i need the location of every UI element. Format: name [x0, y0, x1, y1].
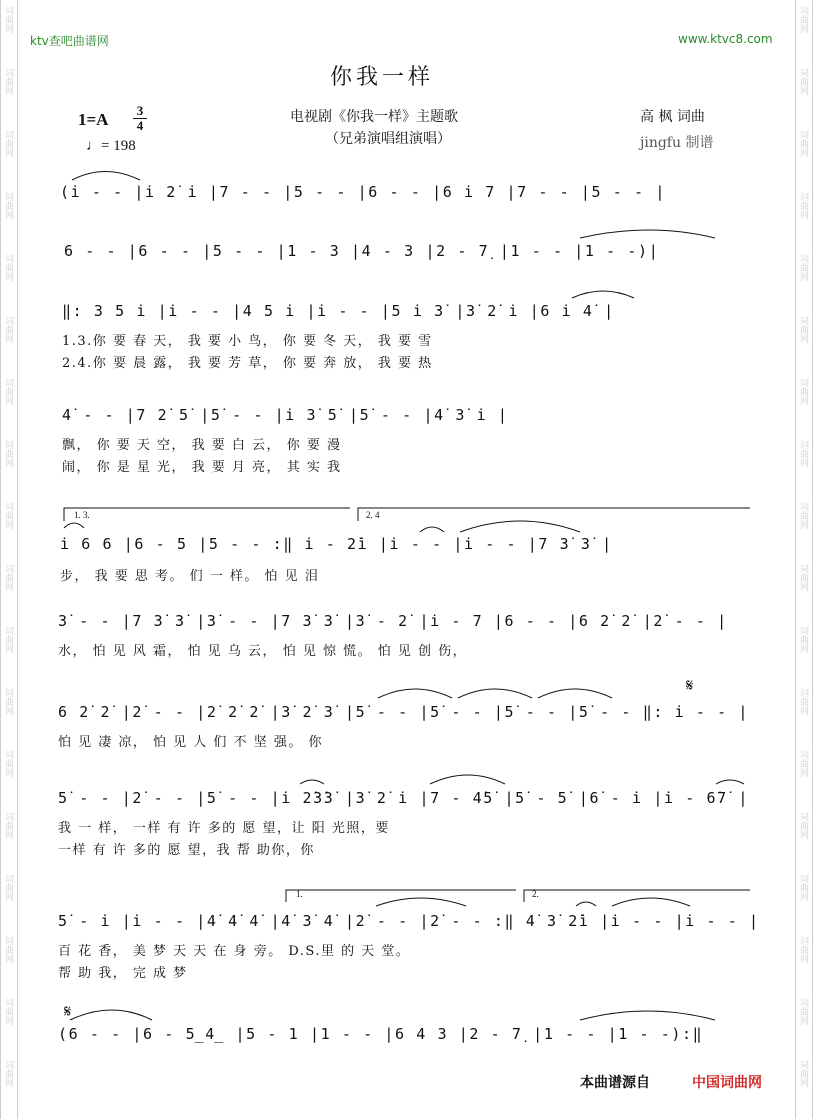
volta-bracket-1: 1. 3. [74, 510, 90, 520]
site-name-left: ktv查吧曲谱网 [30, 34, 109, 48]
score-system-4-lyrics-2: 闹， 你 是 星 光， 我 要 月 亮， 其 实 我 [62, 460, 342, 475]
watermark-text: 词曲网 [3, 502, 13, 529]
watermark-text: 词曲网 [798, 688, 808, 715]
time-sig-bottom: 4 [133, 118, 147, 133]
tie-system7-c [538, 689, 612, 698]
site-url-right: www.ktvc8.com [678, 32, 773, 46]
tie-system5 [460, 521, 580, 532]
watermark-text: 词曲网 [3, 68, 13, 95]
score-system-8-lyrics-2: 一样 有 许 多的 愿 望，我 帮 助你，你 [58, 843, 315, 858]
score-system-9-lyrics-1: 百 花 香， 美 梦 天 天 在 身 旁。 D.S.里 的 天 堂。 [58, 944, 411, 959]
tie-system2 [580, 230, 715, 238]
footer-source-label: 本曲谱源自 [580, 1075, 650, 1091]
score-system-5-notes: i̇ 6 6 |6 - 5 |5 - - :‖ i̇ - 2̇i̇ |i̇ - - |i̇ - - |7 3̇ 3̇ | [60, 535, 613, 553]
watermark-text: 词曲网 [3, 6, 13, 33]
tie-system7-b [458, 689, 532, 698]
score-system-4-lyrics-1: 飘， 你 要 天 空， 我 要 白 云， 你 要 漫 [62, 438, 342, 453]
watermark-text: 词曲网 [3, 1060, 13, 1087]
slur-system5-b [420, 527, 444, 532]
watermark-text: 词曲网 [798, 68, 808, 95]
watermark-text: 词曲网 [798, 130, 808, 157]
slur-system5-a [64, 523, 84, 528]
subtitle-performer: （兄弟演唱组演唱） [325, 131, 451, 147]
watermark-text: 词曲网 [3, 998, 13, 1025]
watermark-text: 词曲网 [798, 874, 808, 901]
watermark-text: 词曲网 [3, 316, 13, 343]
score-system-9-notes: 5̇ - i̇ |i̇ - - |4̇ 4̇ 4̇ |4̇ 3̇ 4̇ |2̇ - - |2̇ - - :‖ 4̇ 3̇ 2̇i̇ |i̇ - - |i̇ - - | [58, 912, 760, 930]
watermark-text: 词曲网 [3, 688, 13, 715]
score-system-10-notes: (6 - - |6 - 5̲4̲ |5 - 1 |1 - - |6 4 3 |2 - 7̣ |1 - - |1 - -):‖ [58, 1025, 704, 1043]
watermark-text: 词曲网 [798, 998, 808, 1025]
watermark-text: 词曲网 [3, 750, 13, 777]
watermark-text: 词曲网 [3, 440, 13, 467]
volta-line-2 [358, 508, 750, 521]
score-system-7-notes: 6 2̇ 2̇ |2̇ - - |2̇ 2̇ 2̇ |3̇ 2̇ 3̇ |5̇ - - |5̇ - - |5̇ - - |5̇ - - ‖: i̇ - - | [58, 703, 749, 721]
watermark-text: 词曲网 [798, 564, 808, 591]
slur-system9-b [576, 902, 596, 906]
watermark-text: 词曲网 [3, 254, 13, 281]
score-system-9-lyrics-2: 帮 助 我， 完 成 梦 [58, 966, 188, 981]
watermark-text: 词曲网 [798, 440, 808, 467]
volta-bracket-2b: 2. [532, 889, 539, 899]
slur-system8-b [430, 775, 505, 784]
slur-intro [72, 172, 140, 181]
watermark-text: 词曲网 [798, 502, 808, 529]
watermark-text: 词曲网 [3, 564, 13, 591]
volta-line-2b [524, 890, 750, 902]
tie-system7-a [378, 689, 452, 698]
tempo-marking: ♩= 198 [86, 138, 136, 154]
score-system-3-lyrics-2: 2.4.你 要 晨 露， 我 要 芳 草， 你 要 奔 放， 我 要 热 [62, 356, 433, 371]
segno-sign-1: 𝄋 [686, 676, 694, 696]
watermark-text: 词曲网 [798, 936, 808, 963]
subtitle-theme: 电视剧《你我一样》主题歌 [290, 109, 458, 125]
watermark-text: 词曲网 [798, 254, 808, 281]
credits-composer: 高 枫 词曲 [640, 109, 705, 125]
watermark-text: 词曲网 [3, 936, 13, 963]
score-system-3-notes: ‖: 3 5 i̇ |i̇ - - |4 5 i̇ |i̇ - - |5 i̇ 3̇ |3̇ 2̇ i̇ |6 i̇ 4̇ | [62, 302, 615, 320]
watermark-text: 词曲网 [798, 1060, 808, 1087]
score-system-7-lyrics-1: 怕 见 凄 凉， 怕 见 人 们 不 坚 强。 你 [58, 735, 323, 750]
slur-system8-c [716, 780, 744, 784]
tie-system10-b [580, 1011, 715, 1020]
watermark-text: 词曲网 [798, 192, 808, 219]
footer-source-site[interactable]: 中国词曲网 [692, 1075, 762, 1091]
key-signature: 1=A [78, 110, 109, 129]
score-system-4-notes: 4̇ - - |7 2̇ 5̇ |5̇ - - |i̇ 3̇ 5̇ |5̇ - - |4̇ 3̇ i̇ | [62, 406, 509, 424]
time-sig-top: 3 [136, 103, 144, 118]
credits-arranger: jingfu 制谱 [640, 135, 714, 151]
score-system-6-notes: 3̇ - - |7 3̇ 3̇ |3̇ - - |7 3̇ 3̇ |3̇ - 2̇ |i̇ - 7 |6 - - |6 2̇ 2̇ |2̇ - - | [58, 612, 728, 630]
tie-system9-c [612, 898, 690, 906]
watermark-text: 词曲网 [3, 130, 13, 157]
volta-line-1b [286, 890, 516, 902]
watermark-text: 词曲网 [3, 378, 13, 405]
slur-system3 [572, 291, 634, 298]
score-system-5-lyrics-1: 步， 我 要 思 考。 们 一 样。 怕 见 泪 [60, 569, 320, 584]
watermark-text: 词曲网 [798, 378, 808, 405]
slur-system8-a [300, 780, 324, 784]
score-system-8-notes: 5̇ - - |2̇ - - |5̇ - - |i̇ 2̇3̇3̇ |3̇ 2̇ i̇ |7 - 4̇5̇ |5̇ - 5̇ |6̇ - i̇ |i̇ - 6̇7̇ | [58, 789, 749, 807]
watermark-text: 词曲网 [798, 750, 808, 777]
watermark-text: 词曲网 [3, 874, 13, 901]
tie-system10-a [70, 1010, 152, 1020]
song-title: 你我一样 [330, 65, 435, 90]
segno-sign-2: 𝄋 [64, 1002, 72, 1022]
score-system-8-lyrics-1: 我 一 样， 一样 有 许 多的 愿 望，让 阳 光照，要 [58, 821, 390, 836]
watermark-text: 词曲网 [798, 316, 808, 343]
watermark-text: 词曲网 [3, 192, 13, 219]
watermark-text: 词曲网 [798, 6, 808, 33]
volta-line-1 [64, 508, 350, 521]
score-system-1-notes: (i̇ - - |i̇ 2̇ i̇ |7 - - |5 - - |6 - - |6 i̇ 7 |7 - - |5 - - | [60, 183, 666, 201]
score-system-2-notes: 6 - - |6 - - |5 - - |1 - 3 |4 - 3 |2 - 7̣ |1 - - |1 - -)| [64, 242, 660, 260]
score-system-3-lyrics-1: 1.3.你 要 春 天， 我 要 小 鸟， 你 要 冬 天， 我 要 雪 [62, 334, 433, 349]
watermark-text: 词曲网 [3, 626, 13, 653]
watermark-text: 词曲网 [798, 812, 808, 839]
volta-bracket-2: 2. 4 [366, 510, 380, 520]
watermark-text: 词曲网 [3, 812, 13, 839]
tie-system9-a [376, 898, 466, 906]
score-system-6-lyrics-1: 水， 怕 见 风 霜， 怕 见 乌 云， 怕 见 惊 慌。 怕 见 创 伤， [58, 644, 468, 659]
watermark-text: 词曲网 [798, 626, 808, 653]
volta-bracket-1b: 1. [296, 889, 303, 899]
